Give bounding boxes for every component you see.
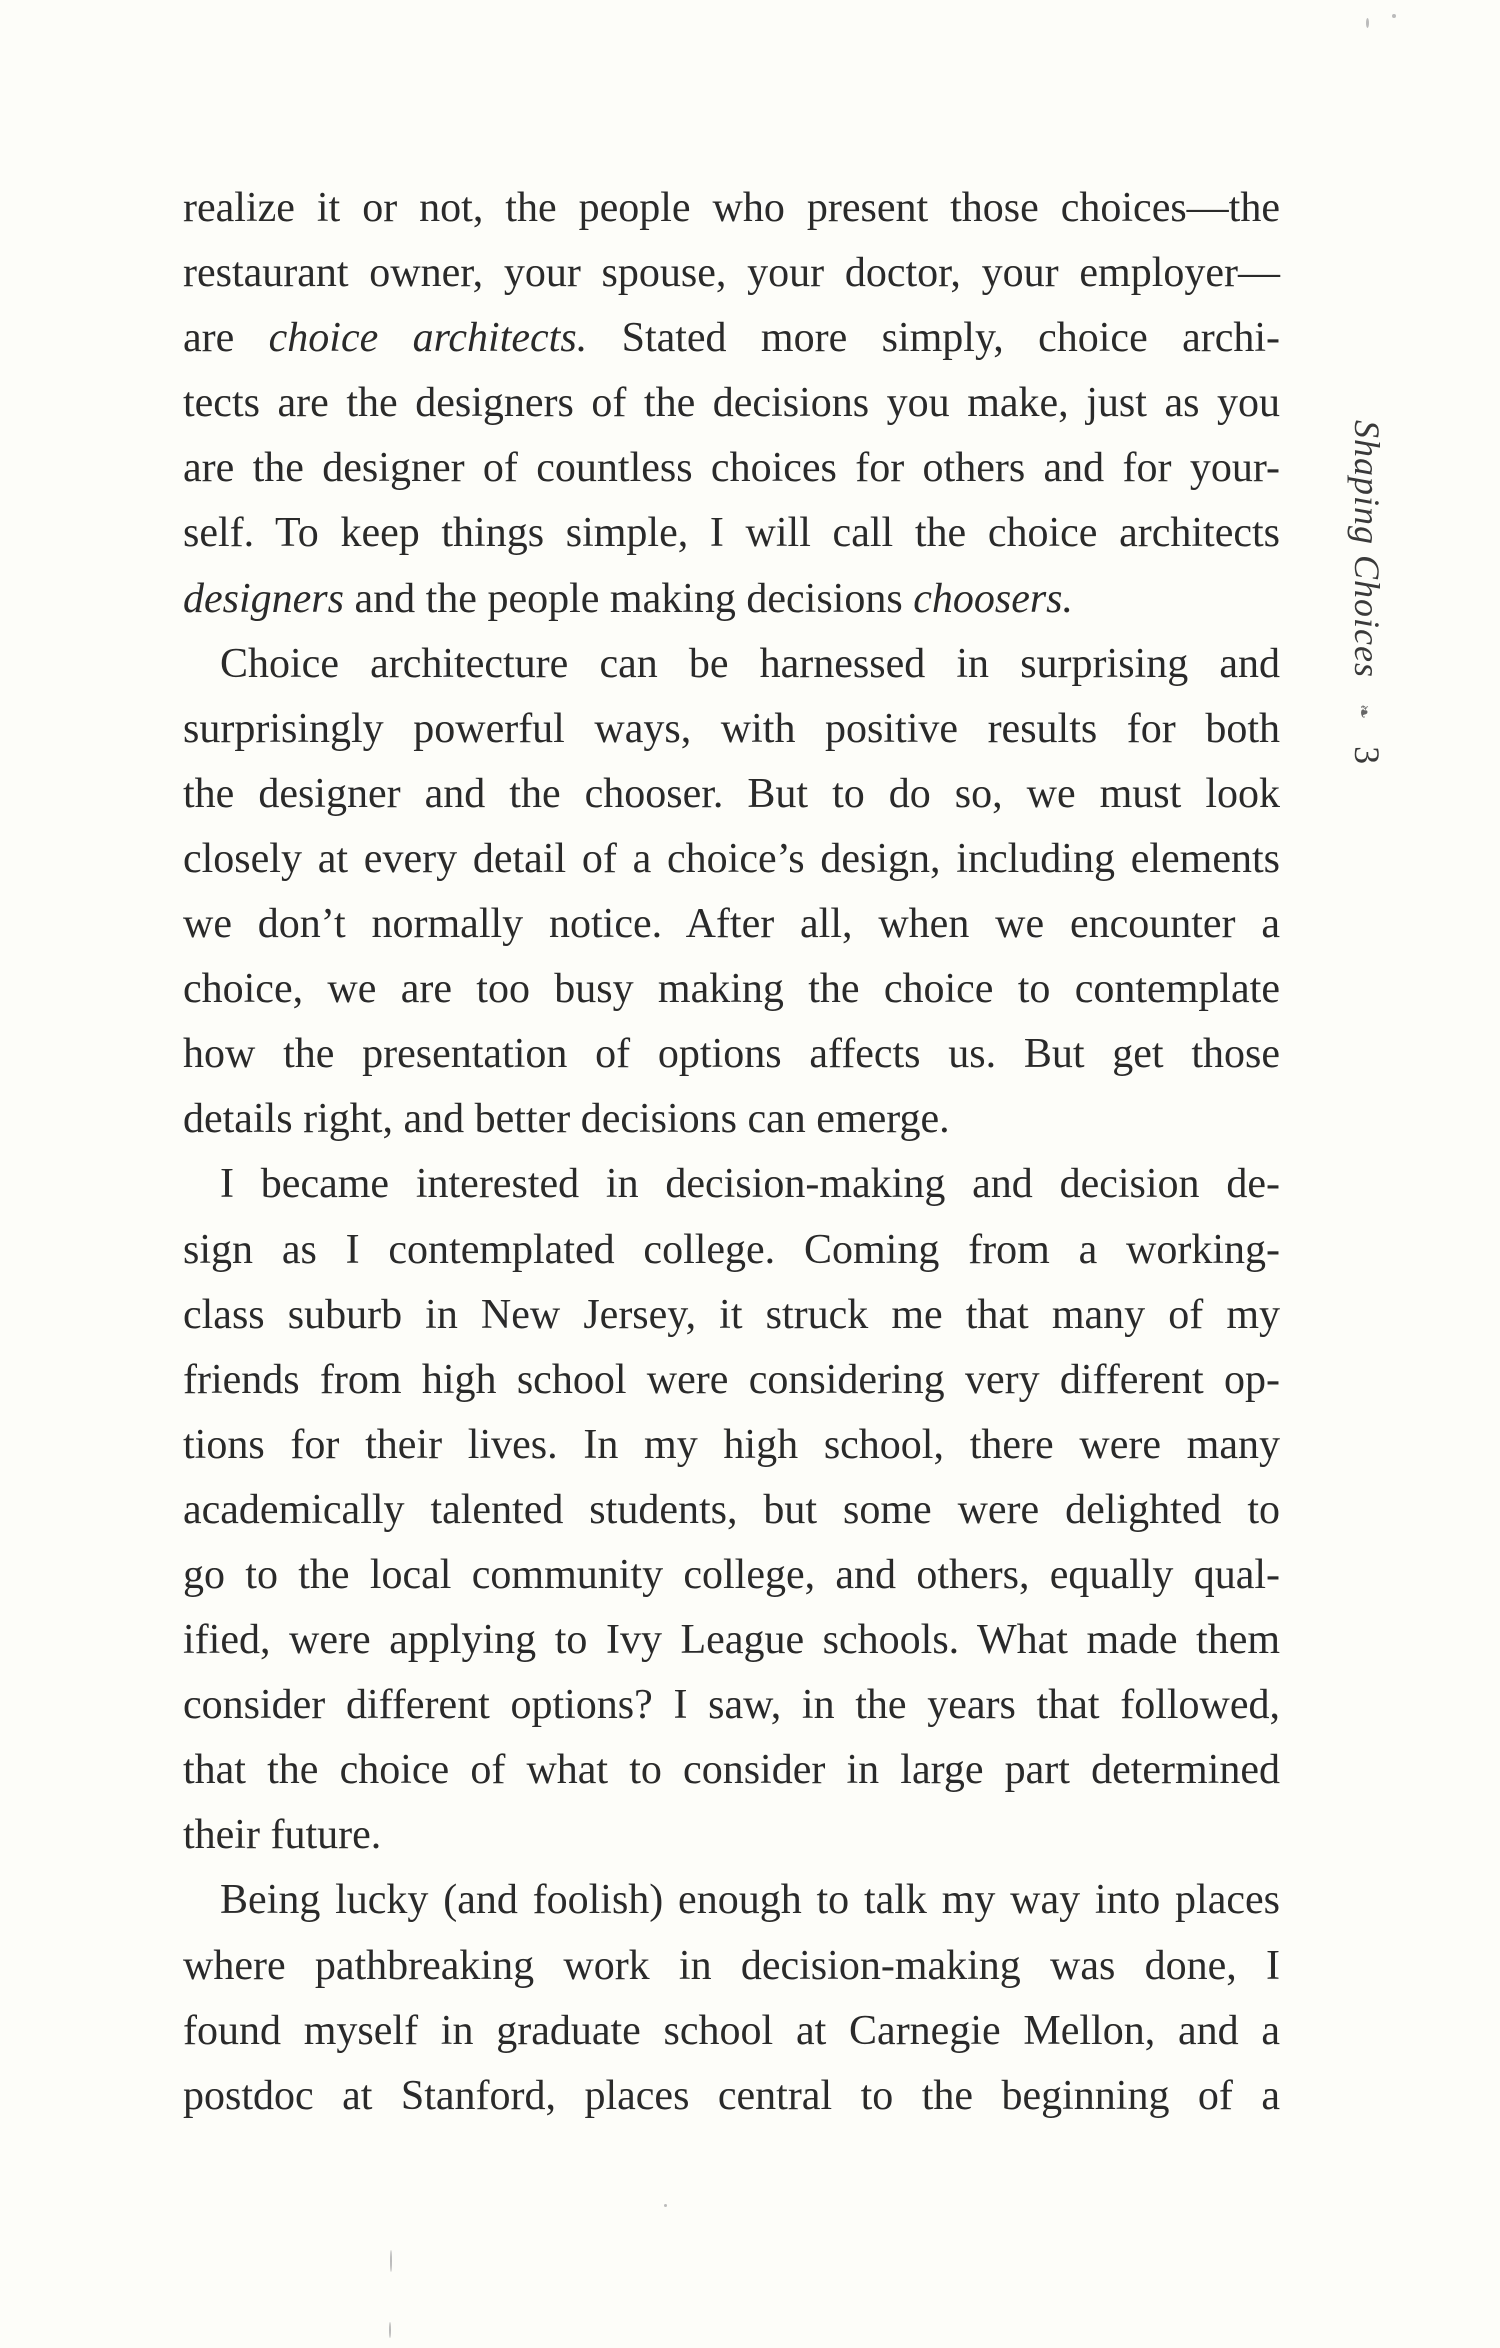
body-line: where pathbreaking work in decision-making was done, I: [183, 1942, 1280, 1989]
body-line: sign as I contemplated college. Coming from a working-: [183, 1226, 1280, 1273]
body-line: found myself in graduate school at Carnegie Mellon, and a: [183, 2007, 1280, 2054]
body-line: closely at every detail of a choice’s design, including elements: [183, 835, 1280, 882]
body-line: choice, we are too busy making the choice to contemplate: [183, 966, 1280, 1013]
body-line: that the choice of what to consider in large part determined: [183, 1747, 1280, 1794]
body-line: self. To keep things simple, I will call the choice architects: [183, 510, 1280, 557]
body-text: [183, 176, 1280, 2129]
body-line: academically talented students, but some were delighted to: [183, 1486, 1280, 1533]
body-line: their future.: [183, 1812, 382, 1859]
body-line: how the presentation of options affects us. But get those: [183, 1031, 1280, 1078]
body-line: go to the local community college, and others, equally qual-: [183, 1551, 1280, 1598]
body-line: ified, were applying to Ivy League schools. What made them: [183, 1617, 1280, 1664]
body-line: Choice architecture can be harnessed in surprising and: [220, 640, 1280, 687]
running-head-title: Shaping Choices: [1347, 420, 1387, 678]
body-line: consider different options? I saw, in the years that followed,: [183, 1682, 1280, 1729]
body-line: realize it or not, the people who present those choices—the: [183, 185, 1280, 231]
italic-term: choosers.: [913, 575, 1074, 622]
body-line: I became interested in decision-making and decision de-: [220, 1161, 1280, 1208]
fleuron-ornament-icon: ❧: [1353, 703, 1374, 721]
running-head: [1346, 420, 1388, 765]
scan-speck: [389, 2322, 391, 2338]
body-line: restaurant owner, your spouse, your doctor, your employer—: [183, 250, 1280, 297]
body-line: are choice architects. Stated more simply, choice archi-: [183, 315, 1281, 362]
body-line: the designer and the chooser. But to do so, we must look: [183, 770, 1280, 817]
page-number: 3: [1347, 746, 1387, 766]
body-line: tions for their lives. In my high school, there were many: [183, 1421, 1280, 1468]
italic-term: designers: [183, 575, 344, 622]
body-line: surprisingly powerful ways, with positive results for both: [183, 705, 1280, 752]
italic-term: choice architects.: [268, 315, 588, 362]
body-line: friends from high school were considering very different op-: [183, 1356, 1280, 1403]
body-line: details right, and better decisions can emerge.: [183, 1096, 950, 1143]
body-line: are the designer of countless choices for others and for your-: [183, 445, 1280, 492]
body-line: designers and the people making decisions choosers.: [183, 575, 1074, 622]
body-line: postdoc at Stanford, places central to the beginning of a: [183, 2072, 1280, 2119]
scan-speck: [1392, 14, 1396, 18]
scan-speck: [390, 2250, 392, 2272]
scan-speck: [664, 2204, 667, 2207]
body-line: class suburb in New Jersey, it struck me that many of my: [183, 1291, 1280, 1338]
body-line: tects are the designers of the decisions you make, just as you: [183, 380, 1280, 427]
body-line: we don’t normally notice. After all, when we encounter a: [183, 901, 1280, 948]
scan-speck: [1366, 18, 1369, 28]
body-line: Being lucky (and foolish) enough to talk my way into places: [220, 1877, 1280, 1924]
